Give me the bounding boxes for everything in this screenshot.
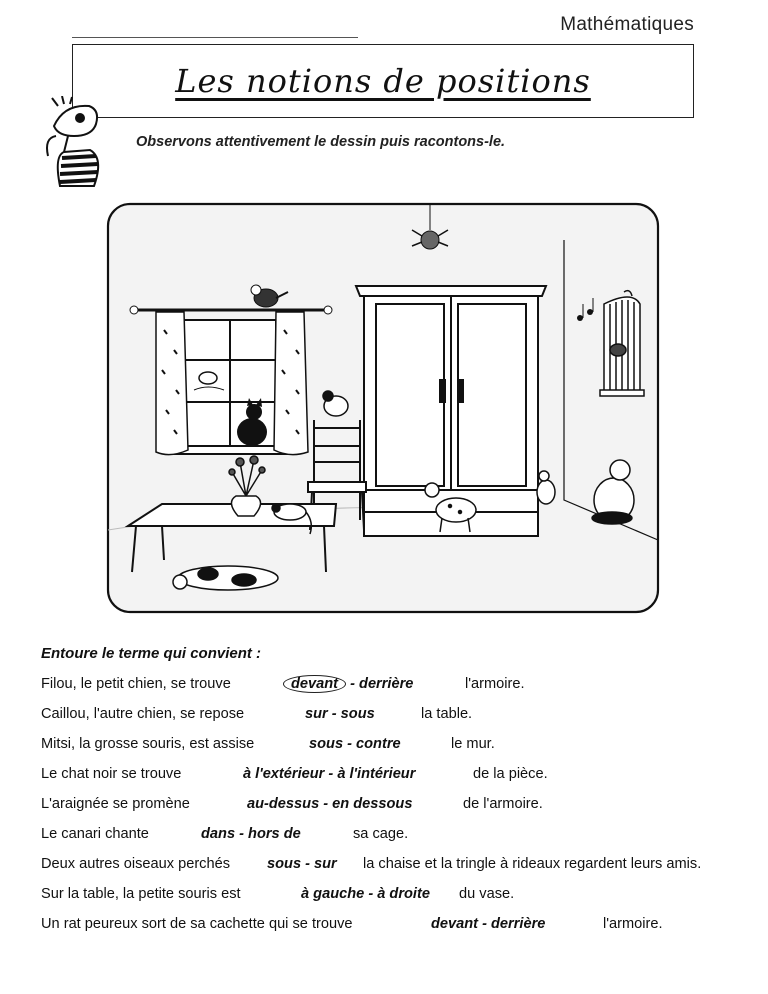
row-start-text: L'araignée se promène [41,796,190,812]
circled-answer: devant [283,675,346,693]
row-end-text: l'armoire. [603,916,663,932]
subject-label: Mathématiques [560,14,694,35]
row-start-text: Deux autres oiseaux perchés [41,856,231,872]
row-options[interactable]: sous - contre [309,736,401,752]
row-end-text: sa cage. [353,826,409,842]
row-options[interactable]: dans - hors de [201,826,301,842]
row-start-text: Sur la table, la petite souris est [41,886,241,902]
row-start-text: Un rat peureux sort de sa cachette qui se trouve [41,916,353,932]
row-end-text: du vase. [459,886,515,902]
row-options[interactable]: devant - derrière [431,916,546,932]
row-options[interactable] [291,676,413,692]
row-end-text: de la pièce. [473,766,548,782]
row-start-text: Filou, le petit chien, se trouve [41,676,231,692]
row-options[interactable]: à gauche - à droite [301,886,430,902]
instruction-text: Observons attentivement le dessin puis racontons-le. [136,134,506,150]
row-end-text: de l'armoire. [463,796,543,812]
title-box [72,44,694,118]
other-option: - derrière [350,676,414,692]
mascot-illustration [34,96,132,192]
left-curtain-icon [156,312,188,455]
row-end-text: le mur. [451,736,495,752]
row-options[interactable]: sous - sur [267,856,337,872]
room-illustration [104,200,662,616]
row-start-text: Caillou, l'autre chien, se repose [41,706,245,722]
row-options[interactable]: à l'extérieur - à l'intérieur [243,766,416,782]
birdcage-icon [600,291,644,396]
row-start-text: Le canari chante [41,826,149,842]
row-start-text: Mitsi, la grosse souris, est assise [41,736,255,752]
page-title: Les notions de positions [175,62,591,100]
row-end-text: l'armoire. [465,676,525,692]
exercise-title: Entoure le terme qui convient : [41,645,262,662]
row-end-text: la table. [421,706,473,722]
right-curtain-icon [274,312,308,455]
name-line [72,37,358,38]
row-options[interactable]: au-dessus - en dessous [247,796,413,812]
row-start-text: Le chat noir se trouve [41,766,182,782]
row-options[interactable]: sur - sous [305,706,375,722]
row-end-text: la chaise et la tringle à rideaux regardent leurs amis. [363,856,702,872]
